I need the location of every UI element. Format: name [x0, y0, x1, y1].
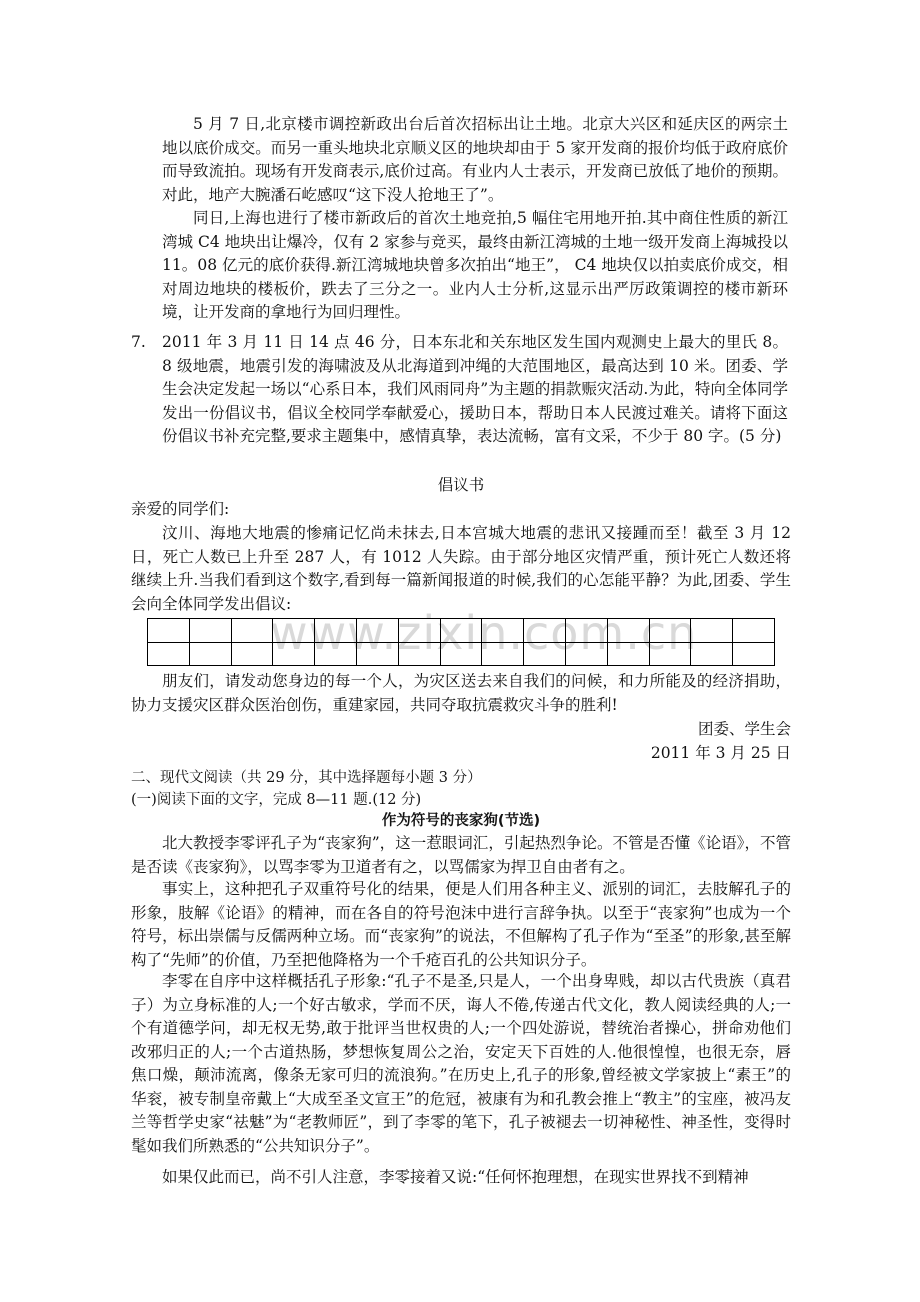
answer-cell[interactable] — [733, 642, 775, 666]
land-paragraph-1: 5 月 7 日,北京楼市调控新政出台后首次招标出让土地。北京大兴区和延庆区的两宗土地以底价成交。而另一重头地块北京顺义区的地块却由于 5 家开发商的报价均低于政府底价而导致流拍。现场有开发商表示,底价过高。有业内人士表示，开发商已放低了地价的预期。对此，地产大腕潘石屹感叹“这下没人抢地王了”。 — [162, 115, 788, 204]
answer-cell[interactable] — [649, 642, 691, 666]
answer-cell[interactable] — [607, 619, 649, 643]
question-7-number: 7. — [131, 333, 146, 351]
answer-cell[interactable] — [148, 619, 190, 643]
answer-cell[interactable] — [148, 642, 190, 666]
answer-cell[interactable] — [607, 642, 649, 666]
answer-cell[interactable] — [356, 642, 398, 666]
article-paragraph-3: 李零在自序中这样概括孔子形象:“孔子不是圣,只是人，一个出身卑贱，却以古代贵族（真君子）为立身标准的人;一个好古敏求，学而不厌，诲人不倦,传递古代文化，教人阅读经典的人;一个有道德学问，却无权无势,敢于批评当世权贵的人;一个四处游说，替统治者操心，拼命劝他们改邪归正的人;一个古道热肠，梦想恢复周公之治，安定天下百姓的人.他很惶惶，也很无奈，唇焦口燥，颠沛流离，像条无家可归的流浪狗。”在历史上,孔子的形象,曾经被文学家披上“素王”的华衮，被专制皇帝戴上“大成至圣文宣王”的危冠，被康有为和孔教会推上“教主”的宝座，被冯友兰等哲学史家“祛魅”为“老教师匠”，到了李零的笔下，孔子被褪去一切神秘性、神圣性，变得时髦如我们所熟悉的“公共知识分子”。 — [131, 972, 791, 1155]
answer-cell[interactable] — [440, 642, 482, 666]
article-paragraph-4: 如果仅此而已，尚不引人注意，李零接着又说:“任何怀抱理想，在现实世界找不到精神 — [162, 1168, 749, 1186]
answer-cell[interactable] — [691, 619, 733, 643]
letter-signature: 团委、学生会 — [697, 720, 791, 738]
answer-cell[interactable] — [231, 619, 273, 643]
section-2-subheading: (一)阅读下面的文字，完成 8—11 题.(12 分) — [131, 792, 422, 808]
answer-cell[interactable] — [565, 619, 607, 643]
answer-cell[interactable] — [273, 642, 315, 666]
answer-cell[interactable] — [733, 619, 775, 643]
letter-title: 倡议书 — [437, 476, 485, 494]
answer-cell[interactable] — [440, 619, 482, 643]
answer-cell[interactable] — [231, 642, 273, 666]
answer-grid-row — [148, 642, 775, 666]
answer-cell[interactable] — [398, 619, 440, 643]
letter-salutation: 亲爱的同学们: — [131, 500, 230, 518]
article-paragraph-1: 北大教授李零评孔子为“丧家狗”，这一惹眼词汇，引起热烈争论。不管是否懂《论语》，不管是否读《丧家狗》，以骂李零为卫道者有之，以骂儒家为捍卫自由者有之。 — [131, 834, 791, 876]
answer-cell[interactable] — [398, 642, 440, 666]
land-paragraph-2: 同日,上海也进行了楼市新政后的首次土地竞拍,5 幅住宅用地开拍.其中商住性质的新江湾城 C4 地块出让爆冷，仅有 2 家参与竞买，最终由新江湾城的土地一级开发商上海城投以 11。08 亿元的底价获得.新江湾城地块曾多次拍出“地王”， C4 地块仅以拍卖底价成交，相对周边地块的楼板价，跌去了三分之一。业内人士分析,这显示出严厉政策调控的楼市新环境，让开发商的拿地行为回归理性。 — [162, 209, 788, 321]
answer-cell[interactable] — [189, 619, 231, 643]
answer-cell[interactable] — [189, 642, 231, 666]
answer-grid-row — [148, 619, 775, 643]
answer-cell[interactable] — [482, 619, 524, 643]
watermark: www.zixin.com.cn — [270, 606, 698, 660]
answer-cell[interactable] — [315, 619, 357, 643]
answer-cell[interactable] — [565, 642, 607, 666]
answer-cell[interactable] — [524, 642, 566, 666]
article-paragraph-2: 事实上，这种把孔子双重符号化的结果，便是人们用各种主义、派别的词汇，去肢解孔子的形象，肢解《论语》的精神，而在各自的符号泡沫中进行言辞争执。以至于“丧家狗”也成为一个符号，标出崇儒与反儒两种立场。而“丧家狗”的说法，不但解构了孔子作为“至圣”的形象,甚至解构了“先师”的价值，乃至把他降格为一个千疮百孔的公共知识分子。 — [131, 880, 791, 969]
answer-cell[interactable] — [356, 619, 398, 643]
answer-grid[interactable] — [147, 618, 775, 666]
answer-cell[interactable] — [524, 619, 566, 643]
answer-cell[interactable] — [315, 642, 357, 666]
letter-date: 2011 年 3 月 25 日 — [650, 744, 791, 762]
answer-cell[interactable] — [649, 619, 691, 643]
letter-body-1: 汶川、海地大地震的惨痛记忆尚未抹去,日本宫城大地震的悲讯又接踵而至！截至 3 月 12 日，死亡人数已上升至 287 人，有 1012 人失踪。由于部分地区灾情严重，预计死亡人数还将继续上升.当我们看到这个数字,看到每一篇新闻报道的时候,我们的心怎能平静？为此,团委、学生会向全体同学发出倡议: — [131, 524, 791, 613]
answer-cell[interactable] — [691, 642, 733, 666]
letter-body-2: 朋友们，请发动您身边的每一个人，为灾区送去来自我们的问候，和力所能及的经济捐助，协力支援灾区群众医治创伤，重建家园，共同夺取抗震救灾斗争的胜利! — [131, 672, 791, 714]
article-title: 作为符号的丧家狗(节选) — [381, 813, 541, 829]
question-7-prompt: 2011 年 3 月 11 日 14 点 46 分，日本东北和关东地区发生国内观测史上最大的里氏 8。8 级地震，地震引发的海啸波及从北海道到冲绳的大范围地区，最高达到 10 米。团委、学生会决定发起一场以“心系日本，我们风雨同舟”为主题的捐款赈灾活动.为此，特向全体同学发出一份倡议书，倡议全校同学奉献爱心，援助日本，帮助日本人民渡过难关。请将下面这份倡议书补充完整,要求主题集中，感情真挚，表达流畅，富有文采，不少于 80 字。(5 分) — [162, 333, 788, 445]
answer-cell[interactable] — [482, 642, 524, 666]
answer-cell[interactable] — [273, 619, 315, 643]
section-2-heading: 二、现代文阅读（共 29 分，其中选择题每小题 3 分） — [131, 770, 482, 786]
